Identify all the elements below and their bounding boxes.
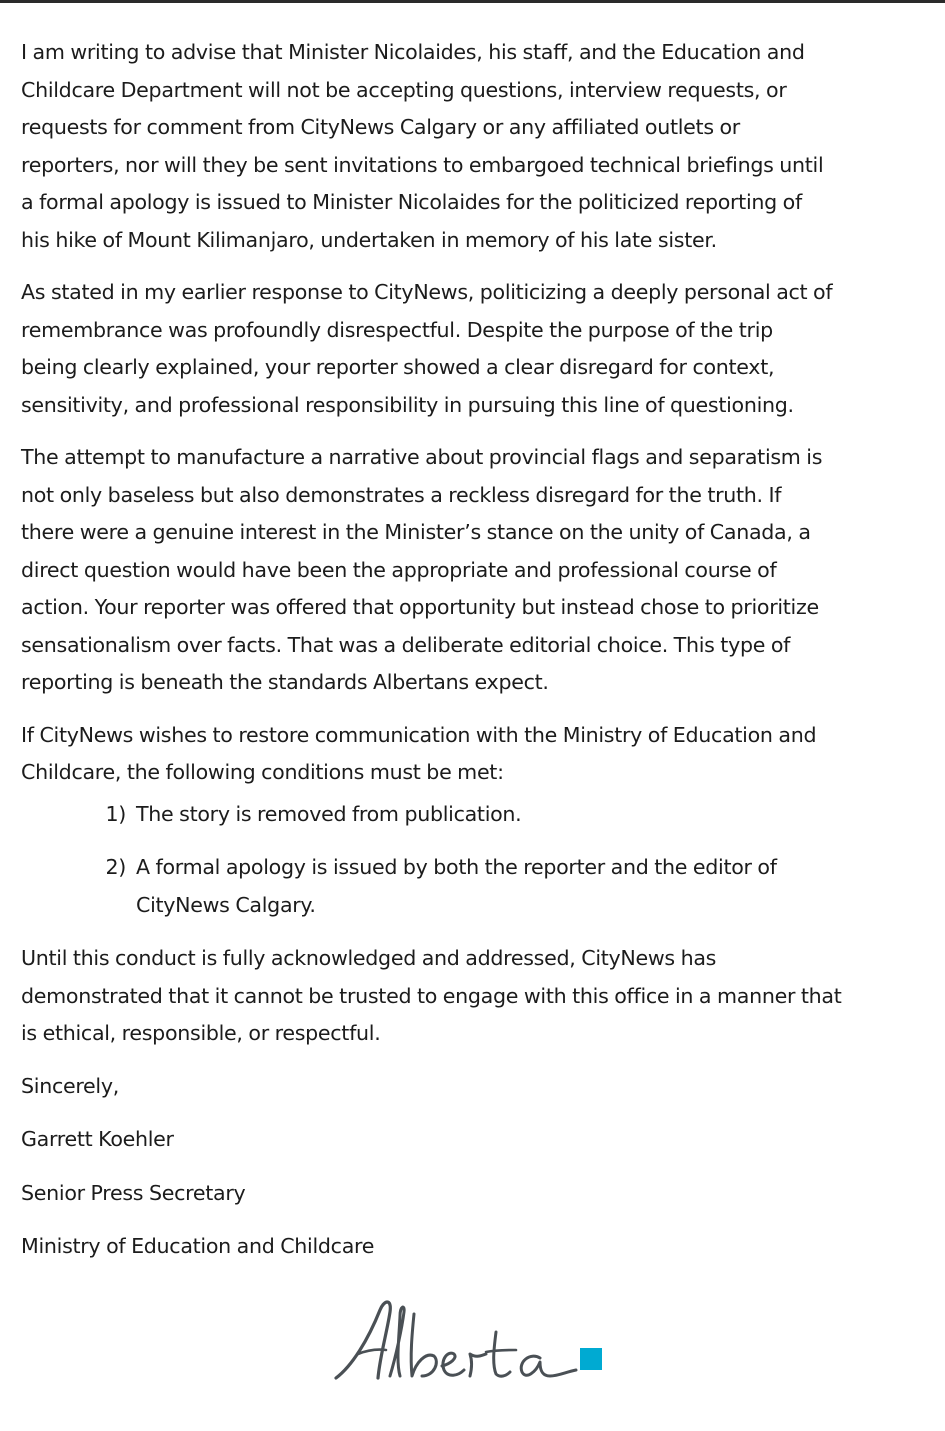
condition-number: 1) [105,801,126,826]
paragraph-line: remembrance was profoundly disrespectful. Despite the purpose of the trip [21,317,773,342]
conditions-list [21,796,945,925]
paragraph-line: being clearly explained, your reporter showed a clear disregard for context, [21,355,775,379]
paragraph-line: Childcare, the following conditions must be met: [21,760,504,784]
condition-text [136,796,945,834]
logo-letter-a [336,1302,390,1378]
logo-letter-b [411,1314,436,1376]
paragraph-line: demonstrated that it cannot be trusted to engage with this office in a manner that [21,983,842,1008]
logo-letter-r [470,1354,486,1376]
paragraph-line: requests for comment from CityNews Calgary or any affiliated outlets or [21,115,740,139]
condition-item [21,796,945,834]
condition-number: 2) [105,855,126,879]
logo-letter-t [494,1332,510,1376]
paragraph-line: Childcare Department will not be accepting questions, interview requests, or [21,77,787,102]
alberta-logo [330,1292,640,1392]
alberta-wordmark-icon [330,1292,640,1392]
logo-letter-t-bar [486,1350,516,1352]
logo-accent-square [580,1348,602,1370]
condition-item [21,849,945,924]
signer-ministry: Ministry of Education and Childcare [21,1234,375,1258]
paragraph-line: there were a genuine interest in the Minister’s stance on the unity of Canada, a [21,520,811,544]
paragraph-line: reporters, nor will they be sent invitations to embargoed technical briefings until [21,152,824,177]
paragraph-line: I am writing to advise that Minister Nicolaides, his staff, and the Education and [21,40,805,64]
logo-letter-e [442,1353,464,1375]
paragraph-line: sensationalism over facts. That was a deliberate editorial choice. This type of [21,632,791,657]
closing-salutation: Sincerely, [21,1073,119,1098]
logo-letter-final-a [521,1356,576,1376]
logo-letter-l [390,1307,404,1376]
letter-body [21,34,945,1282]
signer-title: Senior Press Secretary [21,1180,246,1205]
paragraph-line: his hike of Mount Kilimanjaro, undertaken in memory of his late sister. [21,227,717,252]
paragraph-line: a formal apology is issued to Minister Nicolaides for the politicized reporting of [21,190,802,214]
condition-line: The story is removed from publication. [136,801,522,826]
paragraph-line: action. Your reporter was offered that opportunity but instead chose to prioritize [21,595,819,619]
paragraph-line: direct question would have been the appropriate and professional course of [21,557,777,582]
paragraph-advisory [21,34,945,259]
paragraph-line: not only baseless but also demonstrates a reckless disregard for the truth. If [21,482,782,507]
paragraph-line: reporting is beneath the standards Albertans expect. [21,670,549,694]
paragraph-line: sensitivity, and professional responsibility in pursuing this line of questioning. [21,392,794,417]
paragraph-conditions-intro [21,717,945,792]
paragraph-line: Until this conduct is fully acknowledged and addressed, CityNews has [21,946,717,970]
paragraph-line: is ethical, responsible, or respectful. [21,1021,381,1045]
paragraph-earlier-response [21,274,945,424]
condition-line: CityNews Calgary. [136,892,316,917]
paragraph-line: As stated in my earlier response to CityNews, politicizing a deeply personal act of [21,280,833,304]
paragraph-final [21,940,945,1053]
paragraph-line: The attempt to manufacture a narrative about provincial flags and separatism is [21,445,823,469]
signer-name: Garrett Koehler [21,1127,174,1151]
paragraph-narrative [21,439,945,702]
paragraph-line: If CityNews wishes to restore communication with the Ministry of Education and [21,722,817,747]
top-border-rule [0,0,945,3]
condition-line: A formal apology is issued by both the reporter and the editor of [136,855,777,879]
condition-text [136,849,945,924]
